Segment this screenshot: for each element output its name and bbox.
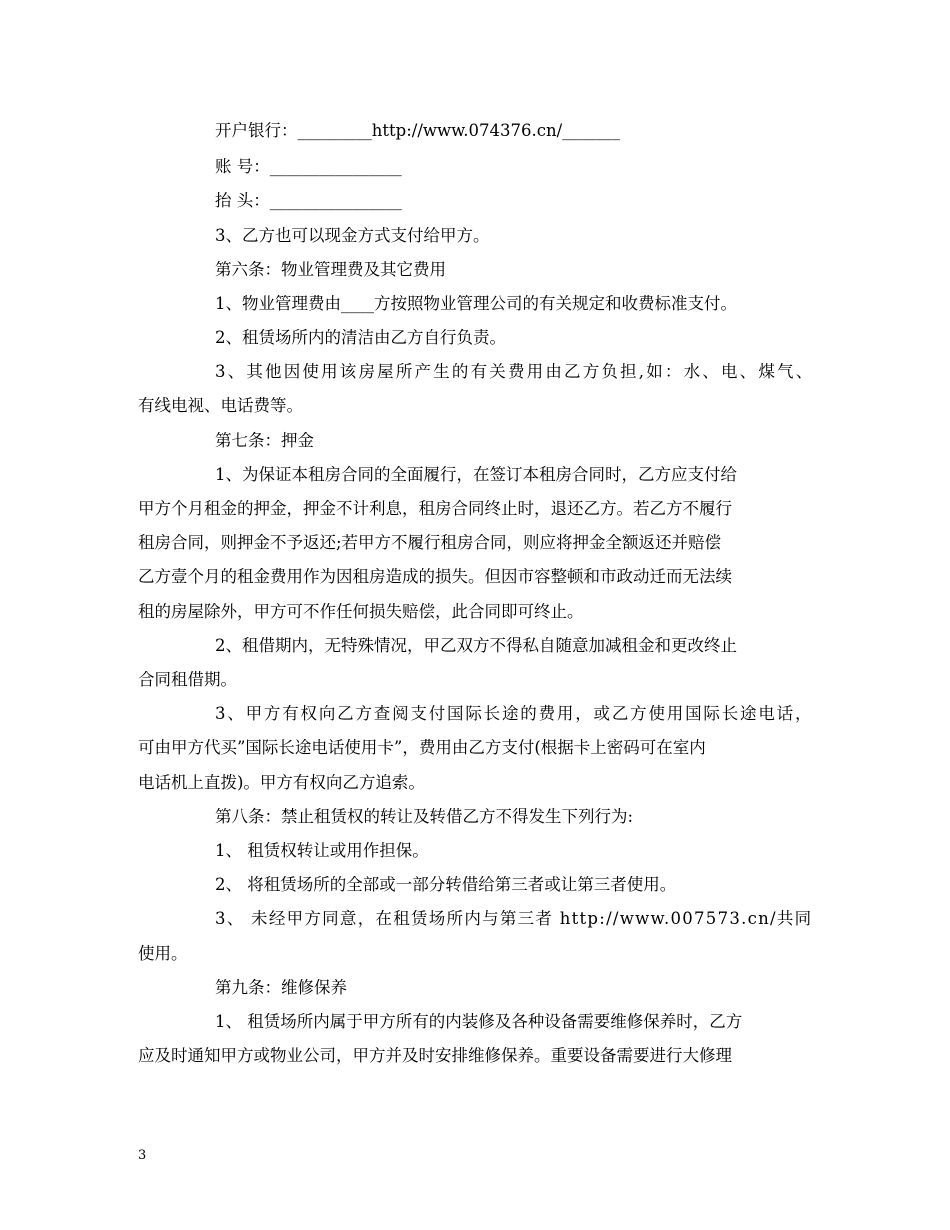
paragraph-line: 3、其他因使用该房屋所产生的有关费用由乙方负担,如：水、电、煤气、 [215, 362, 815, 381]
paragraph-line: 电话机上直拨)。甲方有权向乙方追索。 [138, 773, 425, 792]
page-number: 3 [138, 1148, 147, 1163]
paragraph-line: 合同租借期。 [138, 670, 237, 689]
article-6-heading: 第六条：物业管理费及其它费用 [215, 260, 446, 279]
header-line: 抬 头：________________ [215, 191, 402, 210]
paragraph-line: 2、租借期内，无特殊情况，甲乙双方不得私自随意加减租金和更改终止 [215, 636, 737, 655]
paragraph-line: 使用。 [138, 944, 188, 963]
paragraph-line: 应及时通知甲方或物业公司，甲方并及时安排维修保养。重要设备需要进行大修理 [138, 1046, 732, 1065]
paragraph-line: 租的房屋除外，甲方可不作任何损失赔偿，此合同即可终止。 [138, 602, 584, 621]
paragraph-line: 可由甲方代买”国际长途电话使用卡”，费用由乙方支付(根据卡上密码可在室内 [138, 738, 706, 757]
paragraph-line: 1、为保证本租房合同的全面履行，在签订本租房合同时，乙方应支付给 [215, 465, 737, 484]
paragraph-line: 1、 租赁场所内属于甲方所有的内装修及各种设备需要维修保养时，乙方 [215, 1012, 743, 1031]
bank-line: 开户银行：_________http://www.074376.cn/_______ [215, 121, 620, 140]
article-8-heading: 第八条：禁止租赁权的转让及转借乙方不得发生下列行为: [215, 807, 634, 826]
paragraph-line: 2、租赁场所内的清洁由乙方自行负责。 [215, 328, 506, 347]
paragraph-line: 有线电视、电话费等。 [138, 396, 303, 415]
paragraph-line: 3、甲方有权向乙方查阅支付国际长途的费用，或乙方使用国际长途电话， [215, 704, 814, 723]
paragraph-line: 乙方壹个月的租金费用作为因租房造成的损失。但因市容整顿和市政动迁而无法续 [138, 567, 732, 586]
paragraph-line: 1、物业管理费由____方按照物业管理公司的有关规定和收费标准支付。 [215, 294, 737, 313]
article-7-heading: 第七条：押金 [215, 431, 314, 450]
paragraph-line: 甲方个月租金的押金，押金不计利息，租房合同终止时，退还乙方。若乙方不履行 [138, 499, 732, 518]
paragraph-line: 3、乙方也可以现金方式支付给甲方。 [215, 226, 490, 245]
paragraph-line: 3、 未经甲方同意，在租赁场所内与第三者 http://www.007573.cn/共同 [215, 909, 813, 928]
paragraph-line: 2、 将租赁场所的全部或一部分转借给第三者或让第三者使用。 [215, 875, 677, 894]
article-9-heading: 第九条：维修保养 [215, 978, 347, 997]
account-line: 账 号：________________ [215, 157, 402, 176]
paragraph-line: 1、 租赁权转让或用作担保。 [215, 841, 429, 860]
paragraph-line: 租房合同，则押金不予返还;若甲方不履行租房合同，则应将押金全额返还并赔偿 [138, 533, 722, 552]
